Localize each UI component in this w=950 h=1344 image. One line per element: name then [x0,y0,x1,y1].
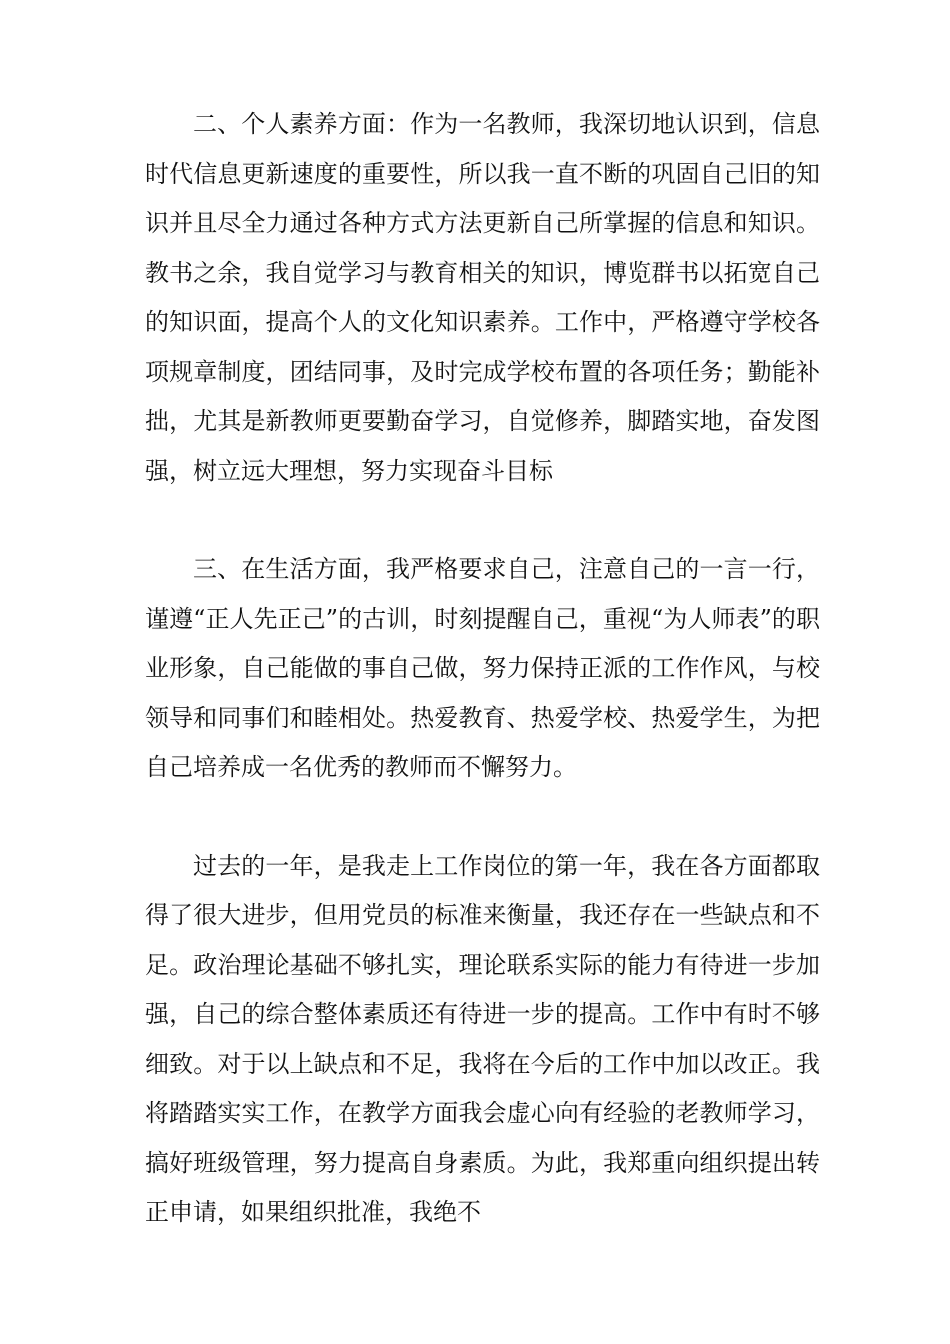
paragraph-personal-quality: 二、个人素养方面：作为一名教师，我深切地认识到，信息时代信息更新速度的重要性，所以我一直不断的巩固自己旧的知识并且尽全力通过各种方式方法更新自己所掌握的信息和知识。教书之余，我自觉学习与教育相关的知识，博览群书以拓宽自己的知识面，提高个人的文化知识素养。工作中，严格遵守学校各项规章制度，团结同事，及时完成学校布置的各项任务；勤能补拙，尤其是新教师更要勤奋学习，自觉修养，脚踏实地，奋发图强，树立远大理想，努力实现奋斗目标 [145,110,820,485]
document-body [145,100,820,1238]
paragraph-life-aspect: 三、在生活方面，我严格要求自己，注意自己的一言一行，谨遵“正人先正己”的古训，时刻提醒自己，重视“为人师表”的职业形象，自己能做的事自己做，努力保持正派的工作作风，与校领导和同事们和睦相处。热爱教育、热爱学校、热爱学生，为把自己培养成一名优秀的教师而不懈努力。 [145,555,820,781]
paragraph-past-year: 过去的一年，是我走上工作岗位的第一年，我在各方面都取得了很大进步，但用党员的标准来衡量，我还存在一些缺点和不足。政治理论基础不够扎实，理论联系实际的能力有待进一步加强，自己的综合整体素质还有待进一步的提高。工作中有时不够细致。对于以上缺点和不足，我将在今后的工作中加以改正。我将踏踏实实工作，在教学方面我会虚心向有经验的老教师学习，搞好班级管理，努力提高自身素质。为此，我郑重向组织提出转正申请，如果组织批准，我绝不 [145,851,820,1226]
